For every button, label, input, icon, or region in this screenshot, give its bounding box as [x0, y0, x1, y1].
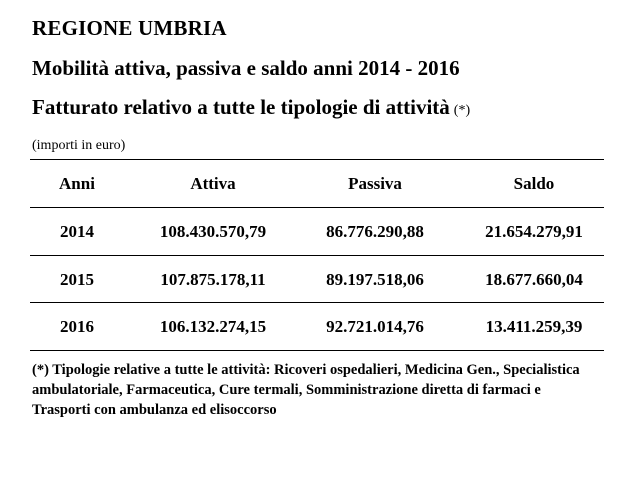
table-rule-row [30, 255, 604, 256]
column-header-attiva: Attiva [190, 174, 236, 193]
cell-passiva: 86.776.290,88 [326, 222, 424, 241]
cell-attiva: 108.430.570,79 [159, 222, 267, 241]
table-rule-bottom [30, 350, 604, 351]
cell-year: 2016 [60, 317, 94, 336]
footnote-marker: (*) [453, 103, 471, 118]
cell-saldo: 18.677.660,04 [485, 270, 583, 289]
table-rule-top [30, 159, 604, 160]
units-label: (importi in euro) [32, 138, 126, 153]
column-header-saldo: Saldo [513, 174, 555, 193]
table-rule-row [30, 302, 604, 303]
region-title: REGIONE UMBRIA [32, 16, 227, 40]
cell-passiva: 92.721.014,76 [326, 317, 424, 336]
cell-passiva: 89.197.518,06 [326, 270, 424, 289]
cell-saldo: 21.654.279,91 [485, 222, 583, 241]
report-description [32, 95, 470, 120]
table-rule-header [30, 207, 604, 208]
cell-year: 2014 [60, 222, 94, 241]
cell-year: 2015 [60, 270, 94, 289]
cell-attiva: 106.132.274,15 [159, 317, 267, 336]
cell-saldo: 13.411.259,39 [485, 317, 583, 336]
report-subtitle: Mobilità attiva, passiva e saldo anni 2014 - 2016 [32, 56, 460, 80]
cell-attiva: 107.875.178,11 [160, 270, 266, 289]
column-header-passiva: Passiva [348, 174, 402, 193]
description-text: Fatturato relativo a tutte le tipologie di attività [32, 95, 450, 119]
column-header-anni: Anni [59, 174, 95, 193]
footnote: (*) Tipologie relative a tutte le attività: Ricoveri ospedalieri, Medicina Gen., Specialistica ambulatoriale, Farmaceutica, Cure termali, Somministrazione diretta di farmaci e Trasporti con ambulanza ed elisoccorso [32, 362, 580, 418]
